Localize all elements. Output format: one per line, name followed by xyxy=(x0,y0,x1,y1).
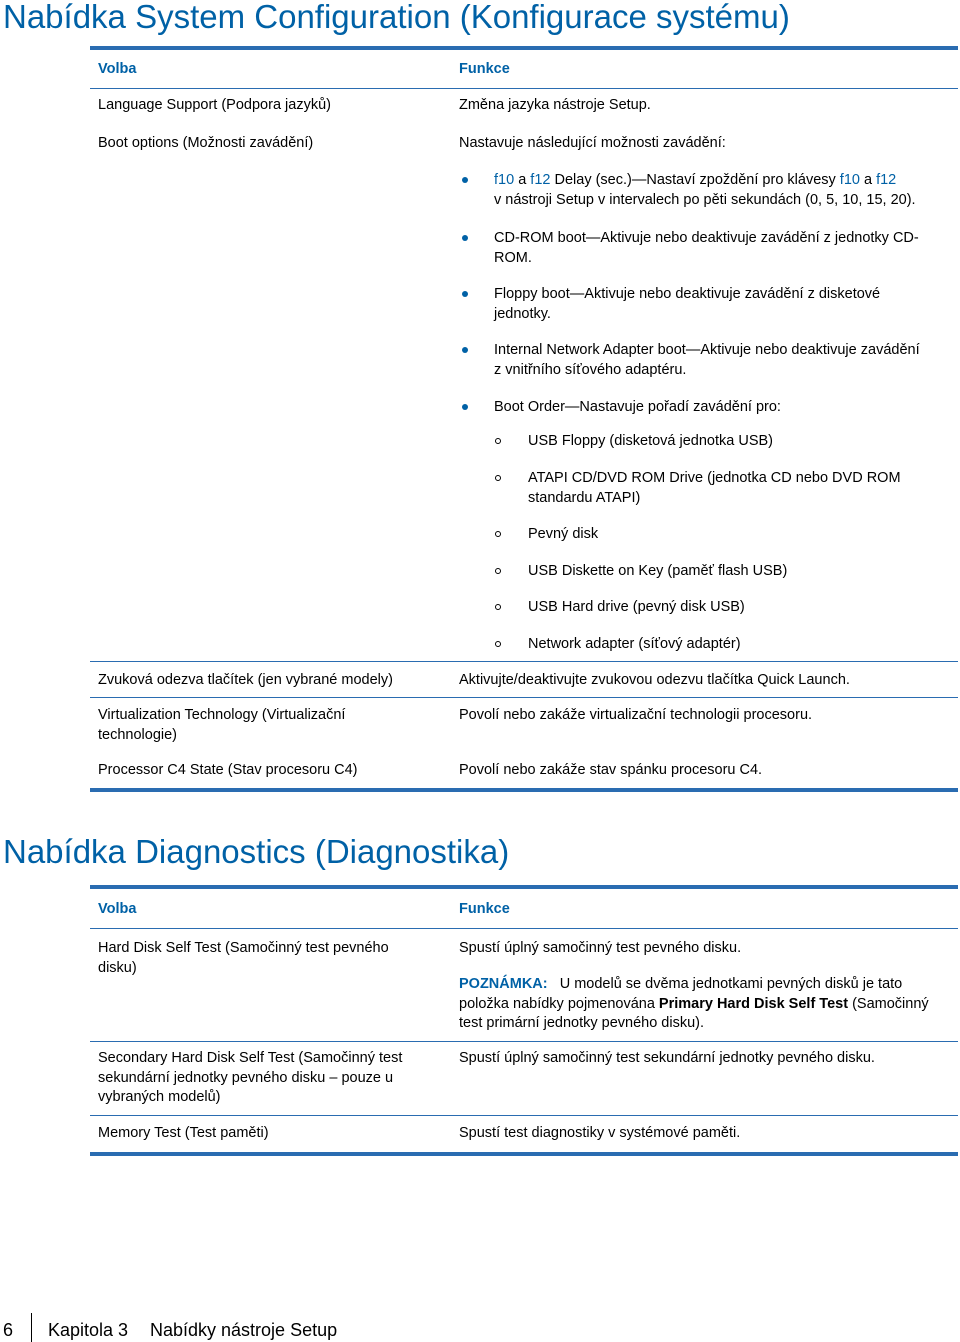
row-divider xyxy=(90,697,958,698)
em-dash: — xyxy=(685,342,701,358)
bullet-desc-line2: jednotky. xyxy=(494,305,551,322)
boot-order-item: Pevný disk xyxy=(528,526,599,542)
section1-title: Nabídka System Configuration (Konfigurace systému) xyxy=(3,0,790,35)
bullet-icon xyxy=(462,347,468,353)
function-language-support: Změna jazyka nástroje Setup. xyxy=(459,97,651,113)
option-key-sound: Zvuková odezva tlačítek (jen vybrané modely) xyxy=(98,672,393,688)
delay-label: Delay (sec.) xyxy=(550,172,632,188)
bullet-desc: Aktivuje nebo deaktivuje zavádění z jednotky CD- xyxy=(600,230,919,246)
note-text: U modelů se dvěma jednotkami pevných disků je tato xyxy=(559,976,903,992)
bullet-desc-line2: ROM. xyxy=(494,249,532,266)
delay-desc-line2: v nástroji Setup v intervalech po pěti sekundách (0, 5, 10, 15, 20). xyxy=(494,191,916,208)
circle-bullet-icon xyxy=(495,641,501,647)
bullet-icon xyxy=(462,291,468,297)
em-dash: — xyxy=(564,399,580,415)
em-dash: — xyxy=(569,286,585,302)
table-top-rule xyxy=(90,885,958,889)
option-line3: vybraných modelů) xyxy=(98,1089,221,1105)
option-virtualization xyxy=(98,706,438,745)
bullet-desc: Nastavuje pořadí zavádění pro: xyxy=(579,399,781,415)
key-f12: f12 xyxy=(530,172,551,188)
header-divider xyxy=(90,88,958,89)
column-header-funkce: Funkce xyxy=(459,901,510,917)
delay-desc: Nastaví zpoždění pro klávesy xyxy=(646,172,836,188)
option-hdd-self-test xyxy=(98,939,438,978)
boot-order-item xyxy=(528,469,956,508)
option-memory-test: Memory Test (Test paměti) xyxy=(98,1125,269,1141)
option-secondary-hdd-test xyxy=(98,1049,438,1108)
boot-bullet-boot-order xyxy=(494,398,956,418)
text: a xyxy=(859,172,877,188)
boot-order-item-line1: ATAPI CD/DVD ROM Drive (jednotka CD nebo DVD ROM xyxy=(528,470,901,486)
circle-bullet-icon xyxy=(495,475,501,481)
column-header-volba: Volba xyxy=(98,61,137,77)
function-memory-test: Spustí test diagnostiky v systémové paměti. xyxy=(459,1125,741,1141)
option-line1: Virtualization Technology (Virtualizační xyxy=(98,707,346,723)
column-header-funkce: Funkce xyxy=(459,61,510,77)
option-language-support: Language Support (Podpora jazyků) xyxy=(98,97,331,113)
option-processor-c4: Processor C4 State (Stav procesoru C4) xyxy=(98,762,358,778)
bullet-desc: Aktivuje nebo deaktivuje zavádění xyxy=(700,342,920,358)
bullet-icon xyxy=(462,177,468,183)
circle-bullet-icon xyxy=(495,438,501,444)
bullet-desc: Aktivuje nebo deaktivuje zavádění z disketové xyxy=(584,286,881,302)
option-line2: disku) xyxy=(98,959,137,976)
column-header-volba: Volba xyxy=(98,901,137,917)
option-line2: sekundární jednotky pevného disku – pouze u xyxy=(98,1069,394,1086)
bullet-desc-line2: z vnitřního síťového adaptéru. xyxy=(494,361,687,378)
note-label: POZNÁMKA: xyxy=(459,976,548,992)
bullet-name: CD-ROM boot xyxy=(494,230,586,246)
boot-order-item-line2: standardu ATAPI) xyxy=(528,489,641,506)
boot-order-item: Network adapter (síťový adaptér) xyxy=(528,636,741,652)
function-boot-options: Nastavuje následující možnosti zavádění: xyxy=(459,135,726,151)
boot-bullet-cdrom xyxy=(494,229,956,268)
chapter-title: Nabídky nástroje Setup xyxy=(150,1320,338,1340)
em-dash: — xyxy=(585,230,601,246)
row-divider xyxy=(90,1115,958,1116)
footer-divider xyxy=(31,1313,32,1342)
em-dash: — xyxy=(631,172,647,188)
bullet-icon xyxy=(462,235,468,241)
table-bottom-rule xyxy=(90,788,958,792)
table-top-rule xyxy=(90,46,958,50)
option-line2: technologie) xyxy=(98,726,177,743)
section2-title: Nabídka Diagnostics (Diagnostika) xyxy=(3,833,510,870)
option-line1: Secondary Hard Disk Self Test (Samočinný test xyxy=(98,1050,403,1066)
bullet-name: Internal Network Adapter boot xyxy=(494,342,686,358)
function-virtualization: Povolí nebo zakáže virtualizační technologii procesoru. xyxy=(459,707,813,723)
circle-bullet-icon xyxy=(495,604,501,610)
boot-bullet-network xyxy=(494,341,956,380)
table-bottom-rule xyxy=(90,1152,958,1156)
option-line1: Hard Disk Self Test (Samočinný test pevného xyxy=(98,940,389,956)
boot-bullet-delay xyxy=(494,171,956,210)
page-number: 6 xyxy=(3,1320,14,1340)
note-text: test primární jednotky pevného disku). xyxy=(459,1015,705,1031)
key-f12: f12 xyxy=(876,172,897,188)
key-f10: f10 xyxy=(494,172,515,188)
function-key-sound: Aktivujte/deaktivujte zvukovou odezvu tlačítka Quick Launch. xyxy=(459,672,850,688)
note-bold: Primary Hard Disk Self Test xyxy=(658,995,849,1012)
function-hdd-self-test: Spustí úplný samočinný test pevného disku. xyxy=(459,940,742,956)
bullet-name: Floppy boot xyxy=(494,286,570,302)
note-text: položka nabídky pojmenována xyxy=(459,995,659,1012)
boot-order-item: USB Hard drive (pevný disk USB) xyxy=(528,599,745,615)
header-divider xyxy=(90,928,958,929)
function-secondary-hdd-test: Spustí úplný samočinný test sekundární jednotky pevného disku. xyxy=(459,1050,875,1066)
row-divider xyxy=(90,661,958,662)
chapter-label: Kapitola 3 xyxy=(48,1320,129,1340)
note-text: (Samočinný xyxy=(848,995,929,1012)
circle-bullet-icon xyxy=(495,568,501,574)
boot-bullet-floppy xyxy=(494,285,956,324)
key-f10: f10 xyxy=(839,172,860,188)
boot-order-item: USB Diskette on Key (paměť flash USB) xyxy=(528,563,788,579)
circle-bullet-icon xyxy=(495,531,501,537)
boot-order-item: USB Floppy (disketová jednotka USB) xyxy=(528,433,773,449)
note-block xyxy=(459,975,954,1034)
function-processor-c4: Povolí nebo zakáže stav spánku procesoru C4. xyxy=(459,762,763,778)
bullet-icon xyxy=(462,404,468,410)
row-divider xyxy=(90,1041,958,1042)
text: a xyxy=(514,172,531,188)
bullet-name: Boot Order xyxy=(494,399,565,415)
option-boot-options: Boot options (Možnosti zavádění) xyxy=(98,135,314,151)
